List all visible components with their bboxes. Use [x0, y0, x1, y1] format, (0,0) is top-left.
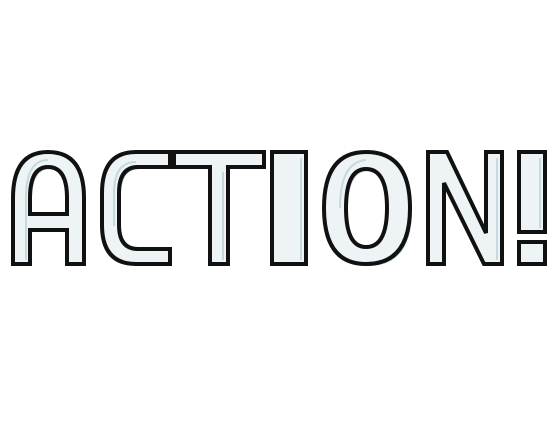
letter-o [324, 152, 410, 264]
letter-a [13, 152, 84, 264]
letter-c [102, 152, 170, 264]
letter-t [174, 152, 264, 264]
letter-n [428, 152, 502, 264]
exclamation-mark [519, 152, 545, 264]
